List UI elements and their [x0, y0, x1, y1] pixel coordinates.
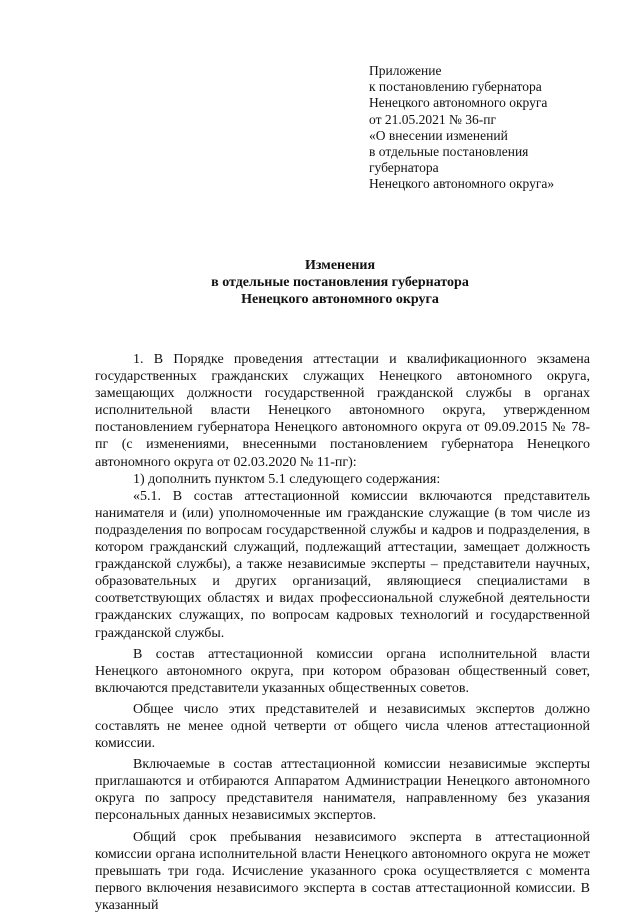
title-line: Ненецкого автономного округа	[241, 292, 439, 307]
appendix-line: Приложение	[369, 63, 442, 78]
paragraph-item-1: 1. В Порядке проведения аттестации и квалификационного экзамена государственных гражданских служащих Ненецкого автономного округа, замещающих должности государственной гражданской службы в органах исполнительной власти Ненецкого автономного округа, утвержденном постановлением губернатора Ненецкого автономного округа от 09.09.2015 № 78-пг (с изменениями, внесенными постановлением губернатора Ненецкого автономного округа от 02.03.2020 № 11-пг):	[95, 352, 590, 470]
appendix-block	[369, 63, 619, 193]
appendix-line: Ненецкого автономного округа	[369, 95, 548, 111]
paragraph-total-number: Общее число этих представителей и независимых экспертов должно составлять не менее одной четверти от общего числа членов аттестационной комиссии.	[95, 701, 590, 752]
document-title	[90, 257, 590, 308]
appendix-line: от 21.05.2021 № 36-пг	[369, 111, 496, 127]
paragraph-point-5-1: «5.1. В состав аттестационной комиссии включаются представитель нанимателя и (или) уполномоченные им гражданские служащие (в том числе из подразделения по вопросам государственной службы и кадров и подразделения, в котором гражданский служащий, подлежащий аттестации, замещает должность гражданской службы), а также независимые эксперты – представители научных, образовательных и других организаций, являющиеся специалистами в соответствующих областях и видах профессиональной служебной деятельности гражданских служащих, по вопросам кадровых технологий и государственной гражданской службы.	[95, 488, 590, 641]
appendix-line: губернатора	[369, 160, 439, 176]
paragraph-public-council: В состав аттестационной комиссии органа исполнительной власти Ненецкого автономного округа, при котором образован общественный совет, включаются представители указанных общественных советов.	[95, 646, 590, 696]
paragraph-independent-experts: Включаемые в состав аттестационной комиссии независимые эксперты приглашаются и отбираются Аппаратом Администрации Ненецкого автономного округа по запросу представителя нанимателя, направленному без указания персональных данных независимых экспертов.	[95, 757, 590, 824]
document-body	[95, 351, 590, 914]
paragraph-subitem-1: 1) дополнить пунктом 5.1 следующего содержания:	[133, 471, 441, 487]
paragraph-term: Общий срок пребывания независимого эксперта в аттестационной комиссии органа исполнительной власти Ненецкого автономного округа не может превышать три года. Исчисление указанного срока осуществляется с момента первого включения независимого эксперта в состав аттестационной комиссии. В указанный	[95, 829, 590, 913]
appendix-line: Ненецкого автономного округа»	[369, 176, 555, 192]
appendix-line: в отдельные постановления	[369, 144, 529, 160]
appendix-line: к постановлению губернатора	[369, 79, 542, 95]
title-line: Изменения	[304, 258, 376, 273]
title-line: в отдельные постановления губернатора	[211, 275, 469, 290]
appendix-line: «О внесении изменений	[369, 127, 508, 143]
